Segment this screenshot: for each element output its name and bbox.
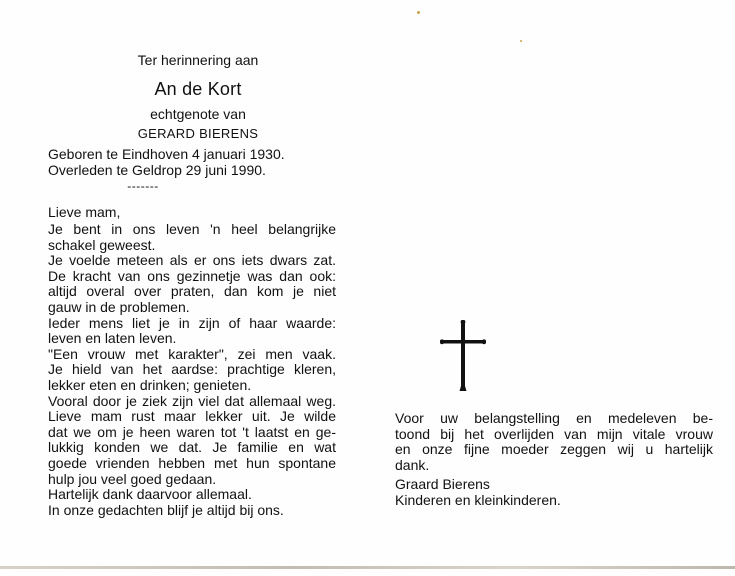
- thanks-text: [395, 411, 713, 473]
- deceased-name: An de Kort: [154, 79, 242, 99]
- poem-line: goede vrienden hebben met hun spontane: [48, 454, 336, 471]
- poem: [48, 222, 336, 518]
- thanks-line: Voor uw belangstelling en medeleven be-: [395, 410, 713, 426]
- cross-icon: [440, 320, 486, 392]
- life-dates: [48, 146, 285, 178]
- birth-line: Geboren te Eindhoven 4 januari 1930.: [48, 146, 285, 162]
- poem-line: lukkig konden we dat. Je familie en wat: [48, 439, 336, 456]
- thanks-line: toond bij het overlijden van mijn vitale vrouw: [395, 425, 713, 442]
- poem-line: hulp jou veel goed gedaan.: [48, 470, 217, 487]
- poem-line: leven en laten leven.: [48, 330, 177, 347]
- poem-line: Ieder mens liet je in zijn of haar waarde:: [48, 314, 336, 331]
- death-line: Overleden te Geldrop 29 juni 1990.: [48, 162, 266, 178]
- intro-text: Ter herinnering aan: [137, 52, 259, 68]
- poem-line: altijd overal over praten, dan kom je niet: [48, 283, 336, 300]
- poem-line: gauw in de problemen.: [48, 298, 190, 315]
- poem-line: Vooral door je ziek zijn viel dat allemaal weg.: [48, 392, 336, 409]
- separator: -------: [127, 179, 159, 193]
- paper-speck: [417, 11, 420, 14]
- poem-line: Je hield van het aardse: prachtige kleren,: [48, 361, 336, 378]
- poem-line: De kracht van ons gezinnetje was dan ook:: [48, 267, 336, 284]
- thanks-line: dank.: [395, 456, 430, 473]
- spouse-name: GERARD BIERENS: [137, 126, 259, 141]
- poem-line: In onze gedachten blijf je altijd bij ons.: [48, 501, 284, 518]
- spouse-label: echtgenote van: [150, 106, 246, 122]
- poem-line: "Een vrouw met karakter", zei men vaak.: [48, 345, 336, 362]
- signature-name: Graard Bierens: [395, 476, 490, 492]
- poem-line: Hartelijk dank daarvoor allemaal.: [48, 486, 252, 503]
- poem-line: Lieve mam rust maar lekker uit. Je wilde: [48, 408, 336, 425]
- greeting: Lieve mam,: [48, 204, 121, 220]
- poem-line: schakel geweest.: [48, 236, 156, 253]
- poem-line: dat we om je heen waren tot 't laatst en ge-: [48, 423, 336, 440]
- scan-edge: [0, 566, 735, 569]
- poem-line: Je voelde meteen als er ons iets dwars zat.: [48, 252, 336, 269]
- thanks-line: en onze fijne moeder zeggen wij u hartelijk: [395, 441, 713, 458]
- poem-line: Je bent in ons leven 'n heel belangrijke: [48, 221, 336, 237]
- signature-family: Kinderen en kleinkinderen.: [395, 492, 561, 508]
- paper-speck: [520, 40, 522, 42]
- poem-line: lekker eten en drinken; genieten.: [48, 376, 252, 393]
